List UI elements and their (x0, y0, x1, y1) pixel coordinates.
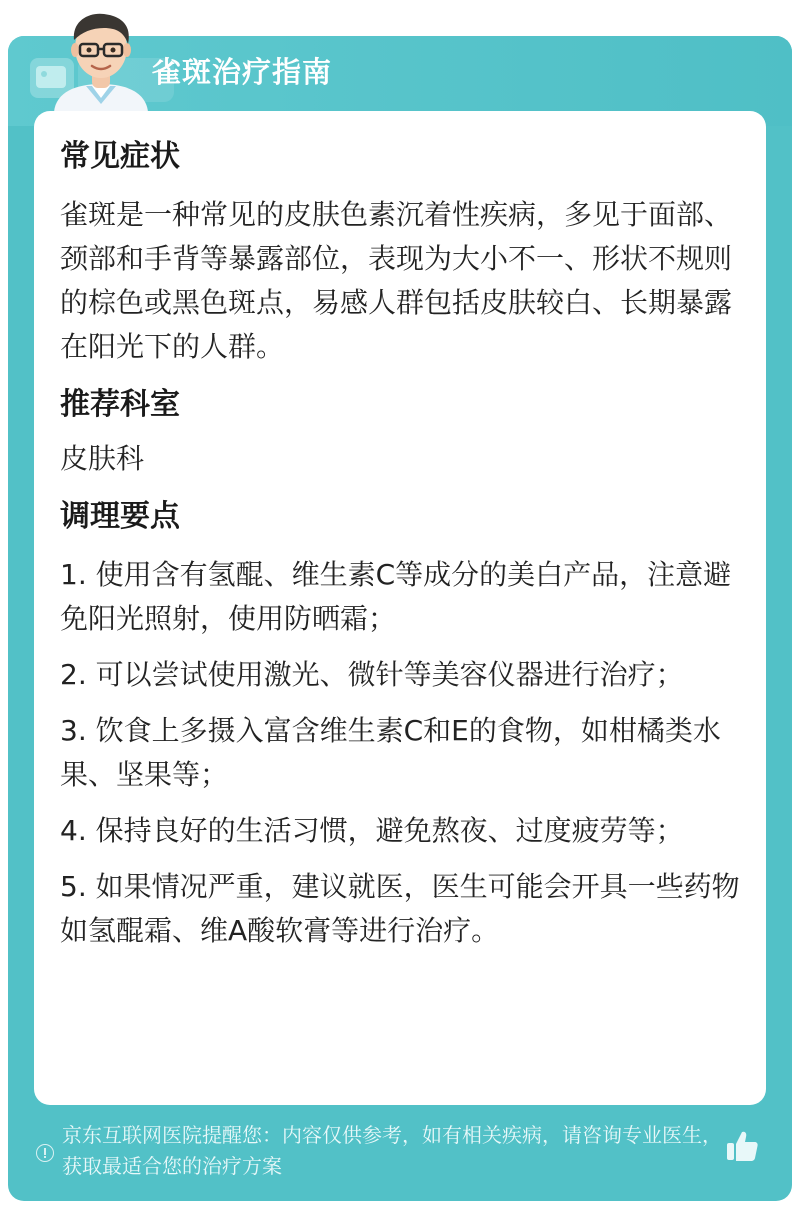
section-title-department: 推荐科室 (60, 387, 180, 422)
page-title: 雀斑治疗指南 (152, 55, 333, 89)
care-item: 5. 如果情况严重，建议就医，医生可能会开具一些药物如氢醌霜、维A酸软膏等进行治疗。 (60, 870, 740, 947)
content-card (34, 111, 766, 1105)
care-item: 2. 可以尝试使用激光、微针等美容仪器进行治疗； (60, 658, 684, 691)
footer-disclaimer (36, 1120, 736, 1182)
section-title-symptoms: 常见症状 (60, 139, 180, 174)
care-list (60, 553, 740, 953)
care-item: 3. 饮食上多摄入富含维生素C和E的食物，如柑橘类水果、坚果等； (60, 714, 721, 791)
care-item: 4. 保持良好的生活习惯，避免熬夜、过度疲劳等； (60, 814, 684, 847)
section-body-symptoms: 雀斑是一种常见的皮肤色素沉着性疾病，多见于面部、颈部和手背等暴露部位，表现为大小不一、形状不规则的棕色或黑色斑点，易感人群包括皮肤较白、长期暴露在阳光下的人群。 (60, 198, 733, 363)
section-title-care: 调理要点 (60, 499, 180, 534)
disclaimer-text: 京东互联网医院提醒您：内容仅供参考，如有相关疾病，请咨询专业医生，获取最适合您的治疗方案 (62, 1123, 722, 1178)
doctor-avatar (46, 6, 156, 112)
care-item: 1. 使用含有氢醌、维生素C等成分的美白产品，注意避免阳光照射，使用防晒霜； (60, 558, 732, 635)
thumbs-up-icon[interactable] (724, 1128, 760, 1164)
info-icon (36, 1144, 54, 1162)
section-body-department: 皮肤科 (60, 442, 145, 475)
